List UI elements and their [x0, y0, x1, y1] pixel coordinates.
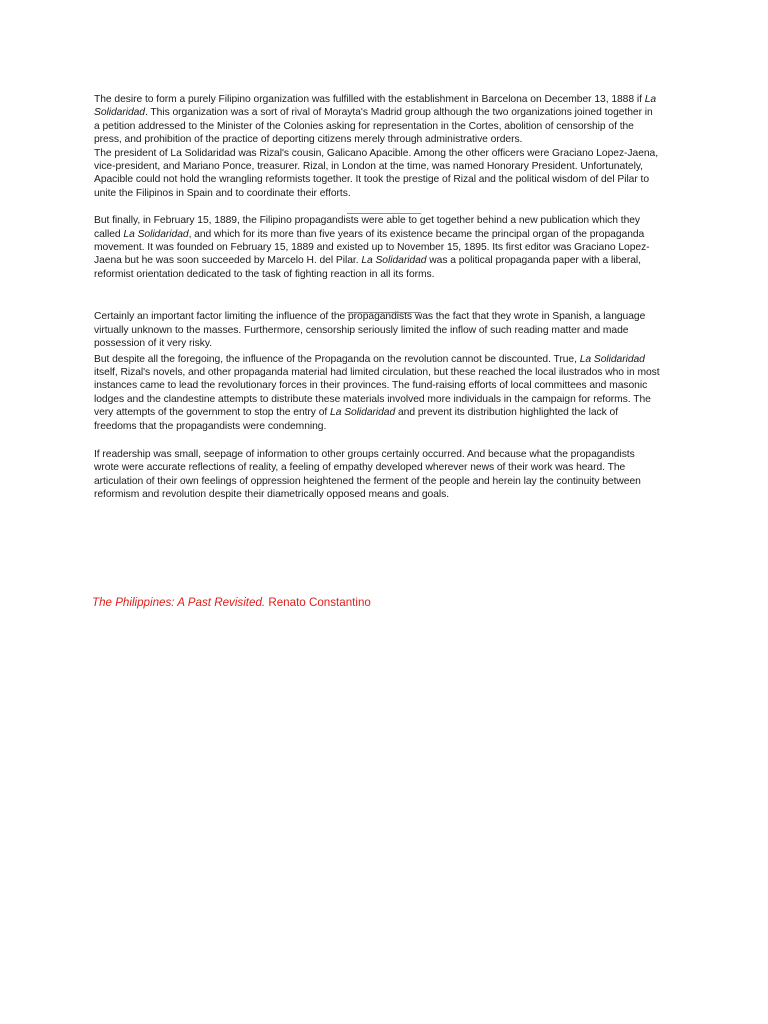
publication-title: La Solidaridad [123, 228, 189, 240]
document-body [94, 93, 660, 502]
paragraph-text: , and which for its more than five years of its existence became the principal organ of the propaganda movement. It was founded on February 15, 1889 and existed up to November 15, 1895. Its first editor was Graciano Lopez-Jaena but he was soon succeeded by Marcelo H. del Pilar. [94, 228, 650, 267]
publication-title: La Solidaridad [361, 255, 427, 267]
paragraph-text: . This organization was a sort of rival of Morayta's Madrid group although the two organizations joined together in a petition addressed to the Minister of the Colonies asking for representation in the Cortes, abolition of censorship of the press, and prohibition of the practice of deporting citizens merely through administrative orders. [94, 107, 653, 146]
citation-author: Renato Constantino [265, 596, 371, 609]
publication-title: La Solidaridad [330, 407, 396, 419]
paragraph-readership: If readership was small, seepage of information to other groups certainly occurred. And because what the propagandists wrote were accurate reflections of reality, a feeling of empathy developed wherever news of their work was heard. The articulation of their own feelings of oppression heightened the ferment of the people and herein lay the continuity between reformism and revolution despite their diametrically opposed means and goals. [94, 448, 641, 501]
paragraph-text: and prevent its distribution highlighted the lack of freedoms that the propagandists were condemning. [94, 407, 619, 432]
publication-title: La Solidaridad [94, 94, 657, 119]
paragraph-language-limits: Certainly an important factor limiting the influence of the propagandists was the fact that they wrote in Spanish, a language virtually unknown to the masses. Furthermore, censorship seriously limited the inflow of such reading matter and made possession of it very risky. [94, 311, 646, 350]
source-citation [92, 596, 371, 609]
paragraph-text: But finally, in February 15, 1889, the Filipino propagandists were able to get together behind a new publication which they called [94, 215, 641, 240]
divider-rule [347, 213, 421, 214]
paragraph-text: itself, Rizal's novels, and other propaganda material had limited circulation, but these reached the local ilustrados who in most instances came to lead the revolutionary forces in their provinces. The fund-raising efforts of local committees and masonic lodges and the clandestine attempts to distribute these materials involved more individuals in the campaign for reforms. The very attempts of the government to stop the entry of [94, 366, 660, 419]
publication-title: La Solidaridad [579, 353, 645, 365]
paragraph-officers: The president of La Solidaridad was Rizal's cousin, Galicano Apacible. Among the other officers were Graciano Lopez-Jaena, vice-president, and Mariano Ponce, treasurer. Rizal, in London at the time, was named Honorary President. Unfortunately, Apacible could not hold the wrangling reformists together. It took the prestige of Rizal and the political wisdom of del Pilar to unite the Filipinos in Spain and to coordinate their efforts. [94, 147, 659, 199]
paragraph-text: But despite all the foregoing, the influence of the Propaganda on the revolution cannot be discounted. True, [94, 353, 580, 365]
paragraph-publication [94, 214, 660, 281]
paragraph-text: The desire to form a purely Filipino organization was fulfilled with the establishment in Barcelona on December 13, 1888 if [94, 94, 645, 105]
paragraph-influence [94, 353, 660, 433]
citation-title: The Philippines: A Past Revisited. [92, 596, 266, 609]
divider-rule [347, 312, 421, 313]
paragraph-text: was a political propaganda paper with a liberal, reformist orientation dedicated to the task of fighting reaction in all its forms. [94, 255, 641, 280]
paragraph-barcelona-founding [94, 93, 660, 147]
